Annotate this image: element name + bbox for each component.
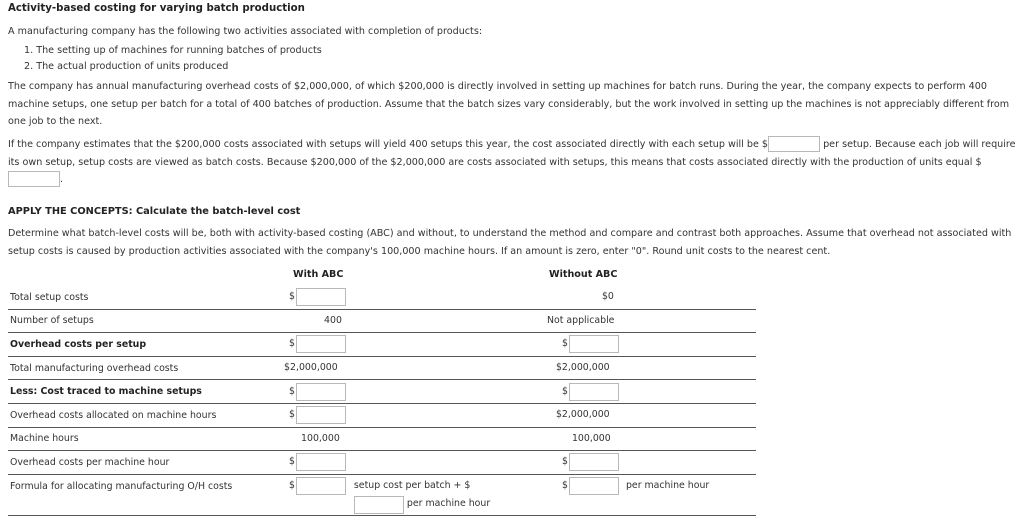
row-label: Formula for allocating manufacturing O/H costs xyxy=(8,474,279,515)
overhead-per-hour-without-input[interactable] xyxy=(569,453,619,471)
with-abc-header: With ABC xyxy=(293,269,344,280)
total-overhead-without-value: $2,000,000 xyxy=(555,362,610,374)
formula-tail-text: per machine hour xyxy=(406,497,491,509)
row-label: Overhead costs allocated on machine hours xyxy=(8,403,279,427)
production-costs-input[interactable] xyxy=(8,171,60,187)
table-row: Overhead costs per setup $ $ xyxy=(8,333,756,357)
formula-per-hour-with-input[interactable] xyxy=(354,496,404,514)
abc-table xyxy=(8,286,756,516)
paragraph-overhead: The company has annual manufacturing overhead costs of $2,000,000, of which $200,000 is directly involved in setting up machines for batch runs. During the year, the company expects to perform 400 machine setups, one setup per batch for a total of 400 batches of production. Assume that the batch sizes vary considerably, but the work involved in setting up the machines is not appreciably different from one job to the next. xyxy=(8,81,1010,127)
paragraph-setup xyxy=(8,136,1018,189)
cost-traced-without-input[interactable] xyxy=(569,383,619,401)
instructions-text: Determine what batch-level costs will be, both with activity-based costing (ABC) and without, to understand the method and compare and contrast both approaches. Assume that overhead not associated with setup costs is caused by production activities associated with the company's 100,000 machine hours. If an amount is zero, enter "0". Round unit costs to the nearest cent. xyxy=(8,228,1012,257)
formula-mid-text: setup cost per batch + $ xyxy=(353,479,471,491)
intro-text: A manufacturing company has the following two activities associated with completion of products: xyxy=(8,26,483,37)
row-label: Overhead costs per machine hour xyxy=(8,451,279,475)
table-row xyxy=(8,427,756,451)
cost-traced-with-input[interactable] xyxy=(296,383,346,401)
machine-hours-without-value: 100,000 xyxy=(571,432,611,444)
row-label: Less: Cost traced to machine setups xyxy=(8,380,279,404)
table-row xyxy=(8,309,756,333)
row-label: Number of setups xyxy=(8,309,279,333)
formula-setup-cost-input[interactable] xyxy=(296,477,346,495)
total-overhead-with-value: $2,000,000 xyxy=(284,362,338,374)
cost-per-setup-input[interactable] xyxy=(768,136,820,152)
overhead-per-setup-without-input[interactable] xyxy=(569,335,619,353)
paragraph-setup-part-c: . xyxy=(60,174,64,185)
activity-2: 2. The actual production of units produced xyxy=(24,61,229,72)
number-of-setups-without-value: Not applicable xyxy=(546,314,615,326)
table-row: Overhead costs per machine hour $ $ xyxy=(8,451,756,475)
overhead-allocated-with-input[interactable] xyxy=(296,406,346,424)
row-label: Total setup costs xyxy=(8,286,279,309)
machine-hours-with-value: 100,000 xyxy=(301,432,340,444)
formula-per-hour-without-input[interactable] xyxy=(569,477,619,495)
table-row: Overhead costs allocated on machine hours $ $2,000,000 xyxy=(8,403,756,427)
table-row: Formula for allocating manufacturing O/H costs $ setup cost per batch + $ per machine hour $ per machine hour xyxy=(8,474,756,515)
row-label: Total manufacturing overhead costs xyxy=(8,356,279,380)
section-heading: APPLY THE CONCEPTS: Calculate the batch-level cost xyxy=(8,206,301,217)
row-label: Overhead costs per setup xyxy=(8,333,279,357)
total-setup-costs-with-input[interactable] xyxy=(296,288,346,306)
formula-without-tail-text: per machine hour xyxy=(625,479,710,491)
table-row xyxy=(8,356,756,380)
activity-1: 1. The setting up of machines for running batches of products xyxy=(24,45,322,56)
table-row: Less: Cost traced to machine setups $ $ xyxy=(8,380,756,404)
paragraph-setup-part-a: If the company estimates that the $200,000 costs associated with setups will yield 400 setups this year, the cost associated directly with each setup will be $ xyxy=(8,139,769,150)
row-label: Machine hours xyxy=(8,427,279,451)
page-title: Activity-based costing for varying batch production xyxy=(8,3,305,14)
without-abc-header: Without ABC xyxy=(549,269,618,280)
table-row: Total setup costs $ $0 xyxy=(8,286,756,309)
overhead-per-hour-with-input[interactable] xyxy=(296,453,346,471)
overhead-per-setup-with-input[interactable] xyxy=(296,335,346,353)
overhead-allocated-without-value: $2,000,000 xyxy=(555,409,610,421)
number-of-setups-with-value: 400 xyxy=(324,314,342,326)
total-setup-costs-without-value: $0 xyxy=(601,291,614,303)
paragraph-setup-part-b: per setup. Because each job will require its own setup, setup costs are viewed as batch costs. Because $200,000 of the $2,000,000 are costs associated with setups, this means that costs associated directly with the production of units equal $ xyxy=(8,139,1016,168)
